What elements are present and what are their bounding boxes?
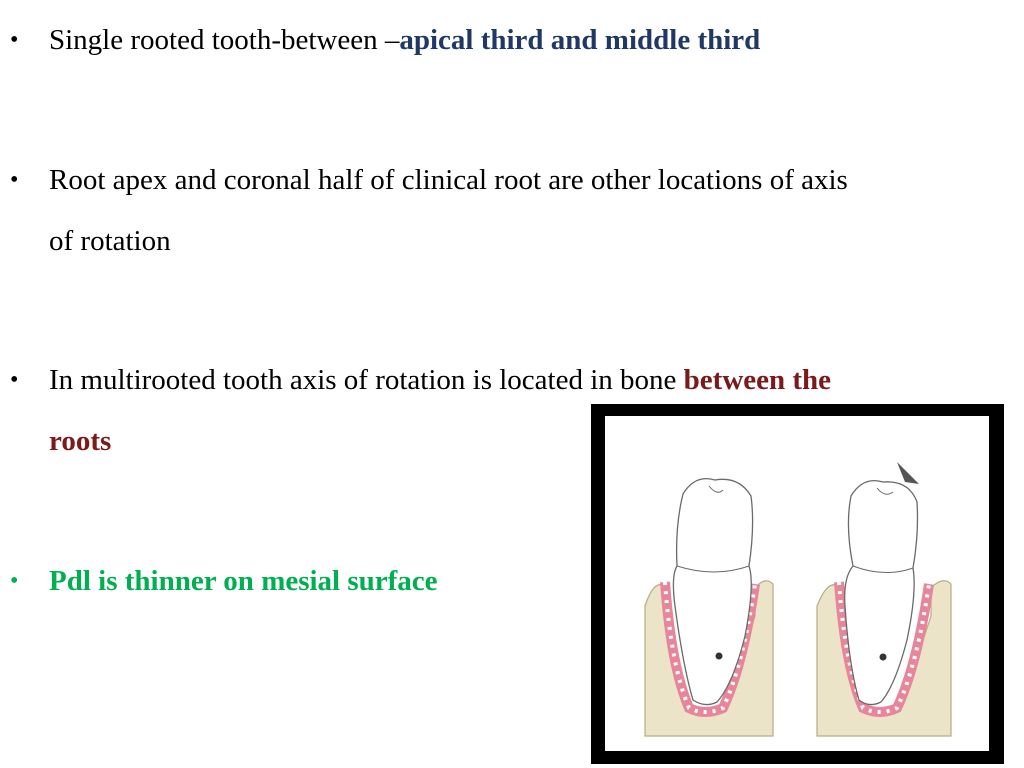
bullet-dot: • <box>10 167 19 193</box>
bullet-text <box>49 10 760 71</box>
left-tooth <box>645 479 773 736</box>
bullet-emphasis-text: between the <box>683 364 832 396</box>
bullet-line-2: roots <box>49 425 112 457</box>
figure-canvas <box>605 416 989 751</box>
bullet-emphasis-text: apical third and middle third <box>399 24 761 56</box>
bullet-text <box>49 551 438 612</box>
bullet-line-2: of rotation <box>49 225 171 257</box>
bullet-text <box>49 150 848 272</box>
right-tooth <box>817 481 951 736</box>
bullet-plain-text: In multirooted tooth axis of rotation is located in bone <box>49 364 684 396</box>
bullet-dot: • <box>10 367 19 393</box>
tooth-rotation-figure <box>591 404 1004 764</box>
tooth-diagram <box>605 416 989 751</box>
bullet-dot: • <box>10 27 19 53</box>
bullet-line-1: Root apex and coronal half of clinical root are other locations of axis <box>49 164 848 196</box>
arrow-pointer-icon <box>897 462 919 484</box>
bullet-emphasis-text: Pdl is thinner on mesial surface <box>49 565 438 597</box>
bullet-plain-text: Single rooted tooth-between – <box>49 24 400 56</box>
bullet-dot: • <box>10 568 19 594</box>
bullet-line-1 <box>49 350 831 411</box>
